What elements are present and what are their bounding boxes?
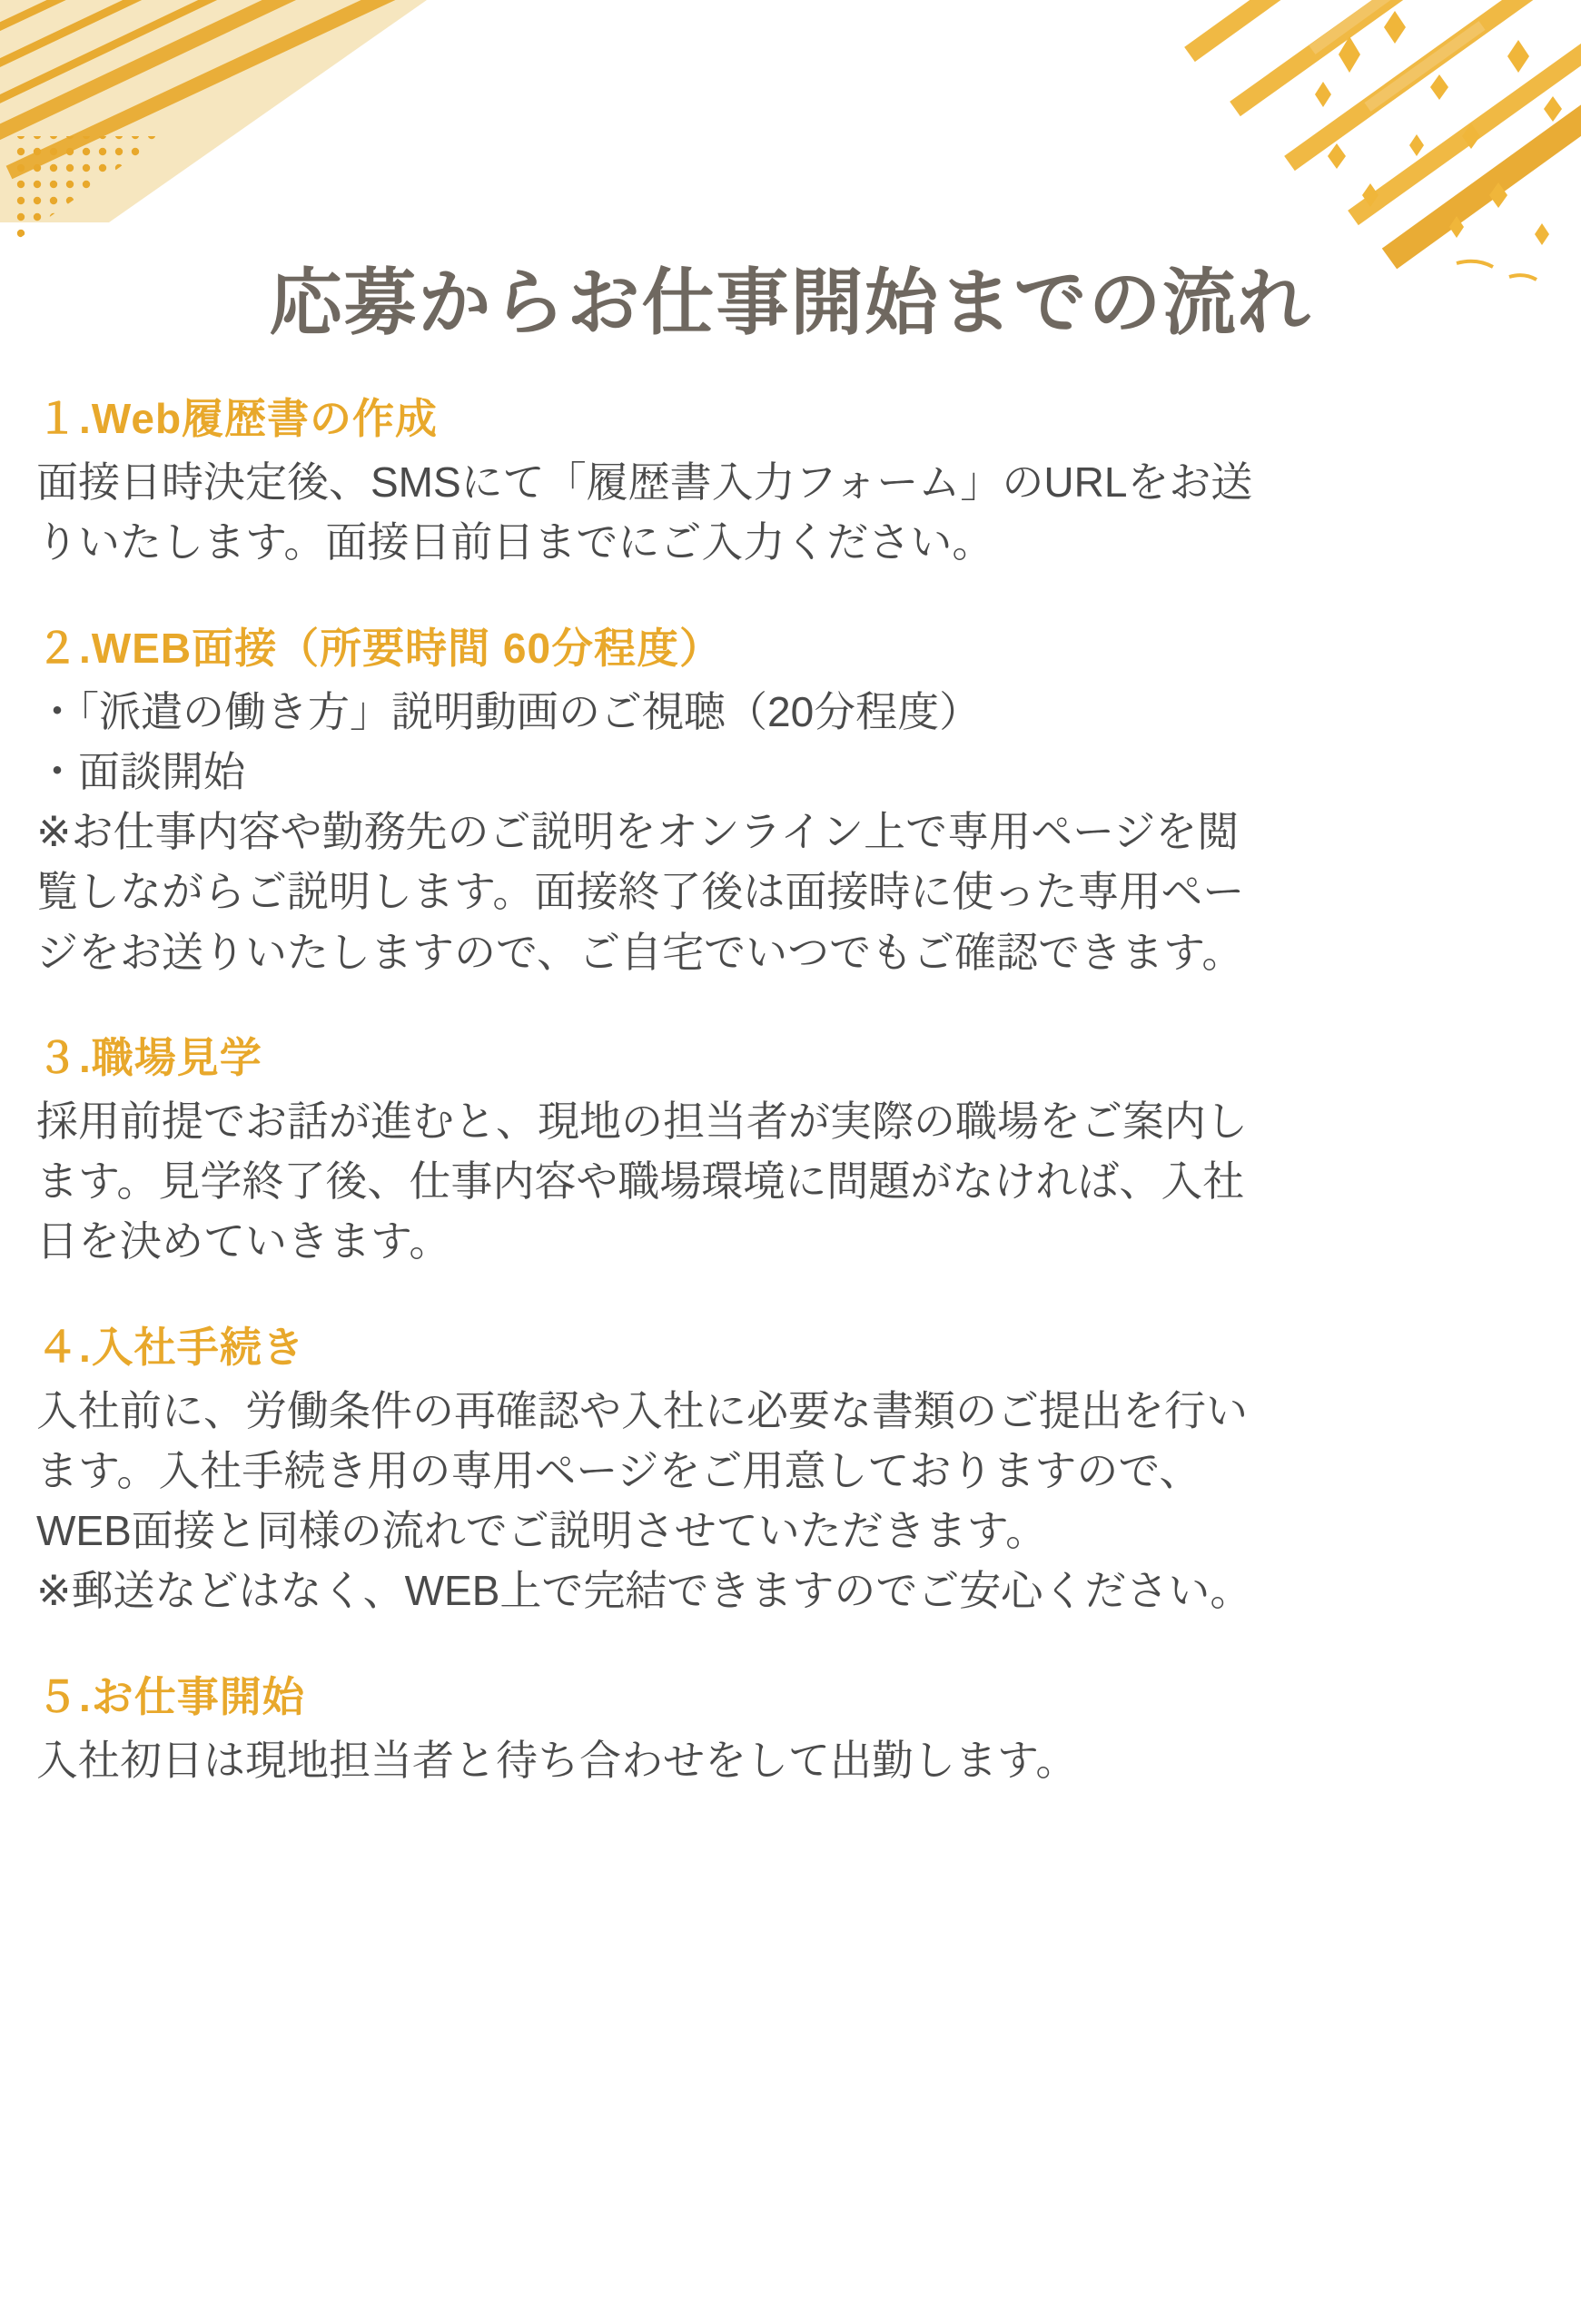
step-2-line-4: 覧しながらご説明します。面接終了後は面接時に使った専用ペー [36, 868, 1245, 916]
step-3 [36, 1029, 1548, 1272]
step-3-line-3: 日を決めていきます。 [36, 1217, 451, 1265]
step-1-body [36, 452, 1548, 572]
step-4-line-4: ※郵送などはなく、WEB上で完結できますのでご安心ください。 [36, 1567, 1252, 1615]
step-5-line-1: 入社初日は現地担当者と待ち合わせをして出勤します。 [36, 1736, 1078, 1784]
steps-list [36, 390, 1548, 1837]
step-4-line-3: WEB面接と同様の流れでご説明させていただきます。 [36, 1507, 1048, 1555]
step-2-line-1: ・「派遣の働き方」説明動画のご視聴（20分程度） [36, 687, 982, 735]
page-title: 応募からお仕事開始までの流れ [269, 261, 1312, 343]
step-5-body [36, 1730, 1548, 1790]
step-5 [36, 1669, 1548, 1790]
step-3-heading: ３.職場見学 [36, 1033, 262, 1081]
step-4-line-1: 入社前に、労働条件の再確認や入社に必要な書類のご提出を行い [36, 1386, 1248, 1434]
step-1-line-1: 面接日時決定後、SMSにて「履歴書入力フォーム」のURLをお送 [36, 458, 1253, 507]
step-3-body [36, 1091, 1548, 1272]
step-4-body [36, 1381, 1548, 1621]
step-1 [36, 390, 1548, 573]
step-5-heading: ５.お仕事開始 [36, 1672, 305, 1720]
step-4-line-2: ます。入社手続き用の専用ページをご用意しておりますので、 [36, 1446, 1201, 1494]
step-4-heading: ４.入社手続き [36, 1323, 305, 1371]
step-2-line-3: ※お仕事内容や勤務先のご説明をオンライン上で専用ページを閲 [36, 808, 1240, 856]
step-2 [36, 620, 1548, 982]
step-2-heading: ２.WEB面接（所要時間 60分程度） [36, 624, 723, 672]
step-3-line-2: ます。見学終了後、仕事内容や職場環境に問題がなければ、入社 [36, 1157, 1245, 1206]
step-2-line-5: ジをお送りいたしますので、ご自宅でいつでもご確認できます。 [36, 928, 1244, 976]
step-3-line-1: 採用前提でお話が進むと、現地の担当者が実際の職場をご案内し [36, 1097, 1248, 1145]
step-2-line-2: ・面談開始 [36, 747, 245, 795]
step-4 [36, 1319, 1548, 1621]
step-1-line-2: りいたします。面接日前日までにご入力ください。 [36, 518, 994, 566]
step-2-body [36, 682, 1548, 982]
step-1-heading: １.Web履歴書の作成 [36, 395, 439, 442]
